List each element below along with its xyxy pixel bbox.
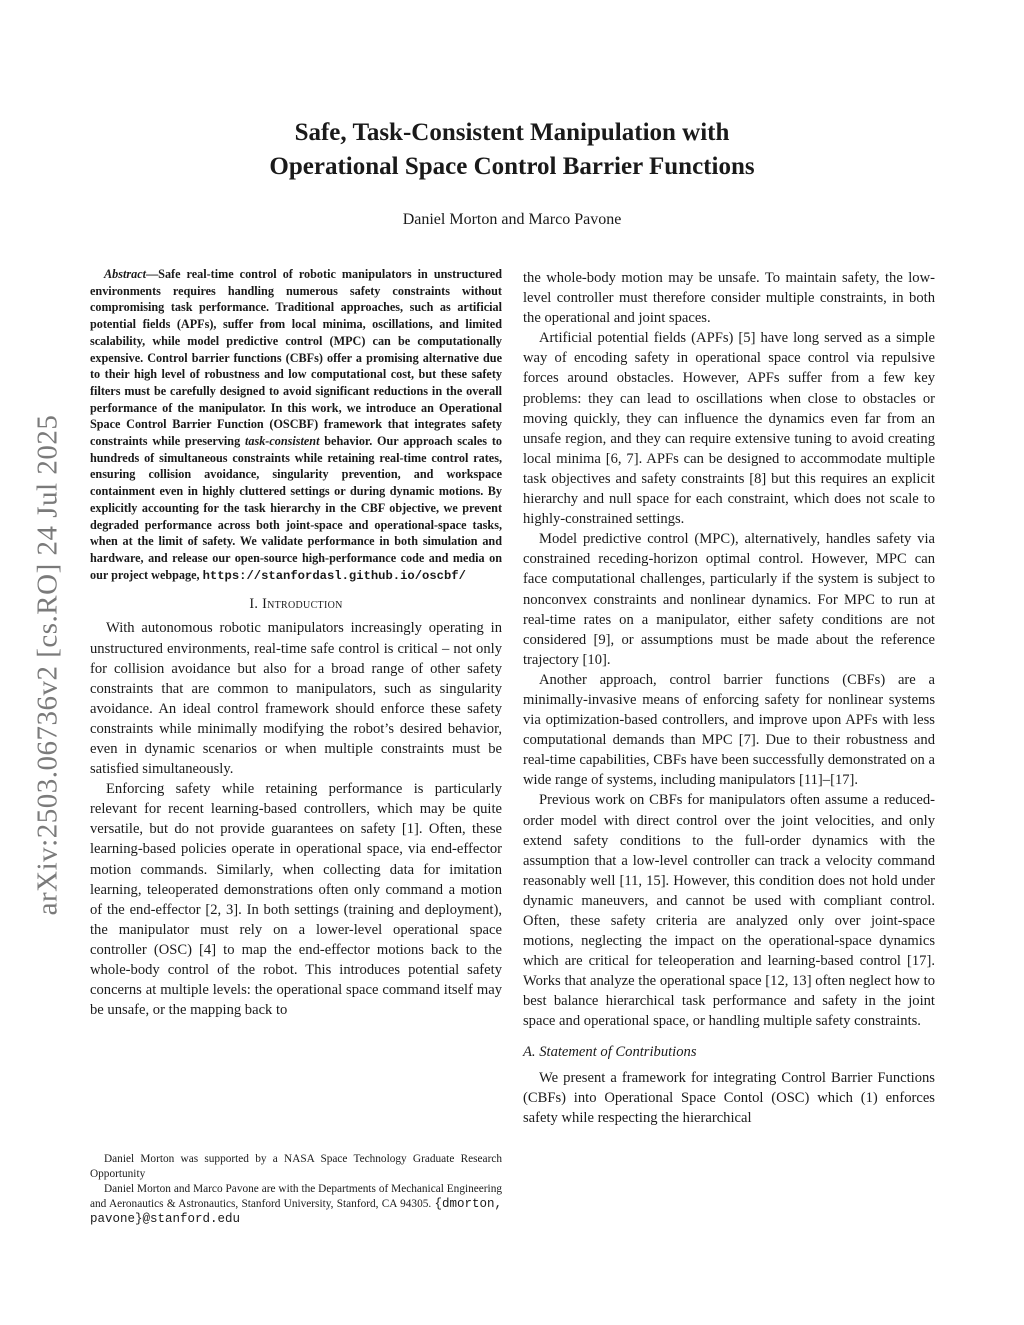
abstract: [90, 266, 502, 584]
right-paragraph-4: Another approach, control barrier functions (CBFs) are a minimally-invasive means of enforcing safety for nonlinear systems via optimization-based controllers, and improve upon APFs with less computational demands than MPC [7]. Due to their robustness and real-time capabilities, CBFs have been successfully demonstrated on a wide range of systems, including manipulators [11]–[17].: [523, 671, 935, 789]
left-column: [90, 266, 502, 1020]
intro-paragraph-2: Enforcing safety while retaining performance is particularly relevant for recent learning-based controllers, which may be quite versatile, but do not provide guarantees on safety [1]. Often, these learning-based policies operate in operational space, via end-effector motion commands. Similarly, when collecting data for imitation learning, teleoperated demonstrations often only command a motion of the end-effector [2, 3]. In both settings (training and deployment), the manipulator must rely on a lower-level operational space controller (OSC) [4] to map the end-effector motions back to the whole-body control of the robot. This introduces potential safety concerns at multiple levels: the operational space command itself may be unsafe, or the mapping back to: [90, 781, 502, 1019]
paper-title: [0, 116, 1024, 184]
project-url-link[interactable]: https://stanfordasl.github.io/oscbf/: [202, 568, 466, 583]
subsection-heading-contributions: A. Statement of Contributions: [523, 1043, 697, 1060]
abstract-italic-term: task-consistent: [244, 434, 320, 449]
footnote-affiliation-text: Daniel Morton and Marco Pavone are with the Departments of Mechanical Engineering and Aeronautics & Astronautics, Stanford University, Stanford, CA 94305.: [90, 1183, 502, 1210]
footnote: [90, 1152, 502, 1227]
right-paragraph-2: Artificial potential fields (APFs) [5] have long served as a simple way of encoding safety in operational space control via repulsive forces around obstacles. However, APFs suffer from a few key problems: they can lead to oscillations when close to obstacles or moving quickly, they can influence the dynamics even far from an unsafe region, and they can require extensive tuning to avoid creating local minima [6, 7]. APFs can be designed to accommodate multiple task objectives and safety constraints [8] but this requires an explicit hierarchy and null space for each constraint, which does not scale to highly-constrained settings.: [523, 330, 935, 528]
footnote-funding: Daniel Morton was supported by a NASA Space Technology Graduate Research Opportunity: [90, 1153, 502, 1180]
right-paragraph-6: We present a framework for integrating Control Barrier Functions (CBFs) into Operational Space Contol (OSC) which (1) enforces safety while respecting the hierarchical: [523, 1069, 935, 1126]
right-column: [523, 268, 935, 1128]
footnote-affiliation: [90, 1182, 502, 1227]
intro-paragraph-1: With autonomous robotic manipulators increasingly operating in unstructured environments, real-time safe control is critical – not only for collision avoidance but also for a broad range of other safety constraints that are common to manipulators, such as singularity avoidance. An ideal control framework should enforce these safety constraints while minimally modifying the robot’s desired behavior, even in dynamic scenarios or when multiple constraints must be satisfied simultaneously.: [90, 620, 502, 778]
abstract-label: Abstract: [104, 267, 146, 281]
abstract-dash: —: [145, 267, 159, 281]
abstract-text-a: Safe real-time control of robotic manipulators in unstructured environments requires handling numerous safety constraints without compromising task performance. Traditional approaches, such as artificial potential fields (APFs), suffer from local minima, oscillations, and limited scalability, while model predictive control (MPC) can be computationally expensive. Control barrier functions (CBFs) offer a promising alternative due to their high level of robustness and low computational cost, but these safety filters must be carefully designed to avoid significant reductions in the overall performance of the manipulator. In this work, we introduce an Operational Space Control Barrier Function (OSCBF) framework that integrates safety constraints while preserving: [90, 267, 502, 449]
author-emails: {dmorton, pavone}@stanford.edu: [90, 1197, 502, 1226]
right-paragraph-3: Model predictive control (MPC), alternatively, handles safety via constrained receding-horizon optimal control. However, MPC can face computational challenges, particularly if the system is subject to nonconvex constraints and nonlinear dynamics. For MPC to run at real-time rates on a manipulator, either safety conditions are not considered [9], or assumptions must be made about the reference trajectory [10].: [523, 531, 935, 668]
section-heading-introduction: [90, 594, 502, 614]
right-paragraph-5: Previous work on CBFs for manipulators often assume a reduced-order model with direct control over the joint velocities, and only extend safety conditions to the full-order dynamics with the assumption that a low-level controller can track a velocity command reasonably well [11, 15]. However, this condition does not hold under dynamic maneuvers, and cannot be used with compliant control. Often, these safety criteria are analyzed only over joint-space motions, neglecting the impact on the operational-space dynamics which are critical for teleoperation and learning-based control [17]. Works that analyze the operational space [12, 13] often neglect how to best balance hierarchical task performance and safety in the joint space and operational space, or handling multiple safety constraints.: [523, 792, 935, 1030]
authors: Daniel Morton and Marco Pavone: [402, 211, 622, 228]
abstract-text-b: behavior. Our approach scales to hundreds of simultaneous constraints while retaining real-time control rates, ensuring collision avoidance, singularity prevention, and workspace containment even in highly cluttered settings or during dynamic motions. By explicitly accounting for the task hierarchy in the CBF objective, we prevent degraded performance across both joint-space and operational-space tasks, when at the limit of safety. We validate performance in both simulation and hardware, and release our open-source high-performance code and media on our project webpage,: [90, 434, 502, 582]
right-paragraph-1: the whole-body motion may be unsafe. To maintain safety, the low-level controller must therefore consider multiple constraints, in both the operational and joint spaces.: [523, 270, 935, 327]
section-numeral: I.: [249, 596, 259, 613]
title-line-1: Safe, Task-Consistent Manipulation with: [294, 119, 730, 146]
arxiv-identifier: arXiv:2503.06736v2 [cs.RO] 24 Jul 2025: [31, 414, 64, 916]
title-line-2: Operational Space Control Barrier Functions: [269, 153, 755, 180]
section-title: Introduction: [262, 596, 343, 613]
